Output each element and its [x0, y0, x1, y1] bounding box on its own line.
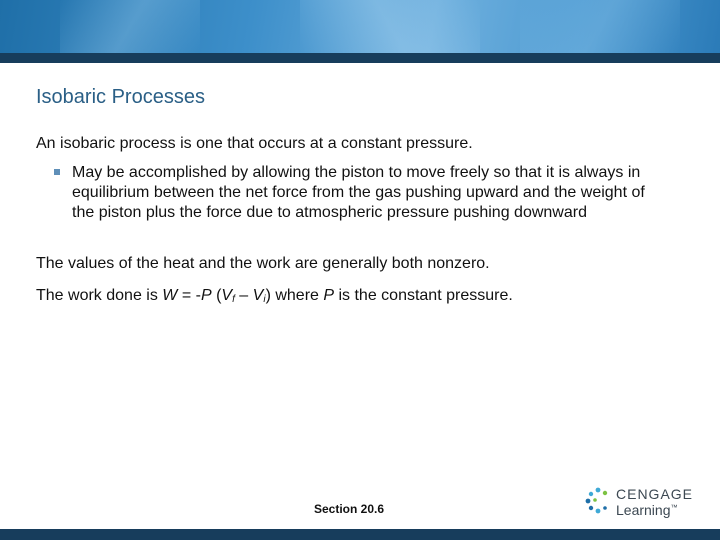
cengage-dots-icon — [585, 486, 611, 516]
trademark-mark: ™ — [670, 504, 678, 512]
banner-facet — [60, 0, 200, 53]
formula-where: where — [270, 287, 324, 304]
banner-facet — [520, 0, 680, 53]
square-bullet-icon — [54, 169, 60, 175]
formula-pressure-symbol-2: P — [323, 287, 335, 304]
formula-minus: – — [234, 287, 253, 304]
logo-word-learning — [616, 502, 678, 518]
header-banner — [0, 0, 720, 53]
formula-initial-volume: V — [252, 287, 264, 304]
formula-subscript-f: f — [232, 294, 235, 305]
cengage-logo — [585, 486, 695, 522]
header-stripe — [0, 53, 720, 63]
formula-work-symbol: W — [162, 287, 178, 304]
paragraph-definition: An isobaric process is one that occurs at a constant pressure. — [36, 135, 473, 152]
logo-learning-text: Learning — [616, 502, 671, 518]
slide-title: Isobaric Processes — [36, 86, 205, 108]
formula-equals: = - — [177, 287, 201, 304]
formula-final-volume: V — [221, 287, 233, 304]
formula-prefix: The work done is — [36, 287, 163, 304]
banner-facet — [300, 0, 480, 53]
footer-stripe — [0, 529, 720, 540]
section-footer: Section 20.6 — [314, 502, 385, 516]
logo-word-cengage: CENGAGE — [616, 486, 694, 502]
formula-suffix: is the constant pressure. — [334, 287, 513, 304]
formula-close-paren: ) — [265, 287, 271, 304]
formula-open-paren: ( — [211, 287, 222, 304]
paragraph-work-formula — [36, 286, 513, 310]
formula-pressure-symbol: P — [200, 287, 212, 304]
formula-subscript-i: i — [263, 294, 266, 305]
bullet-item — [54, 163, 664, 223]
bullet-text: May be accomplished by allowing the piston to move freely so that it is always in equilibrium between the net force from the gas pushing upward and the weight of the piston plus the force due to atmospheric pressure pushing downward — [72, 164, 645, 221]
paragraph-heat-work: The values of the heat and the work are generally both nonzero. — [36, 255, 490, 272]
